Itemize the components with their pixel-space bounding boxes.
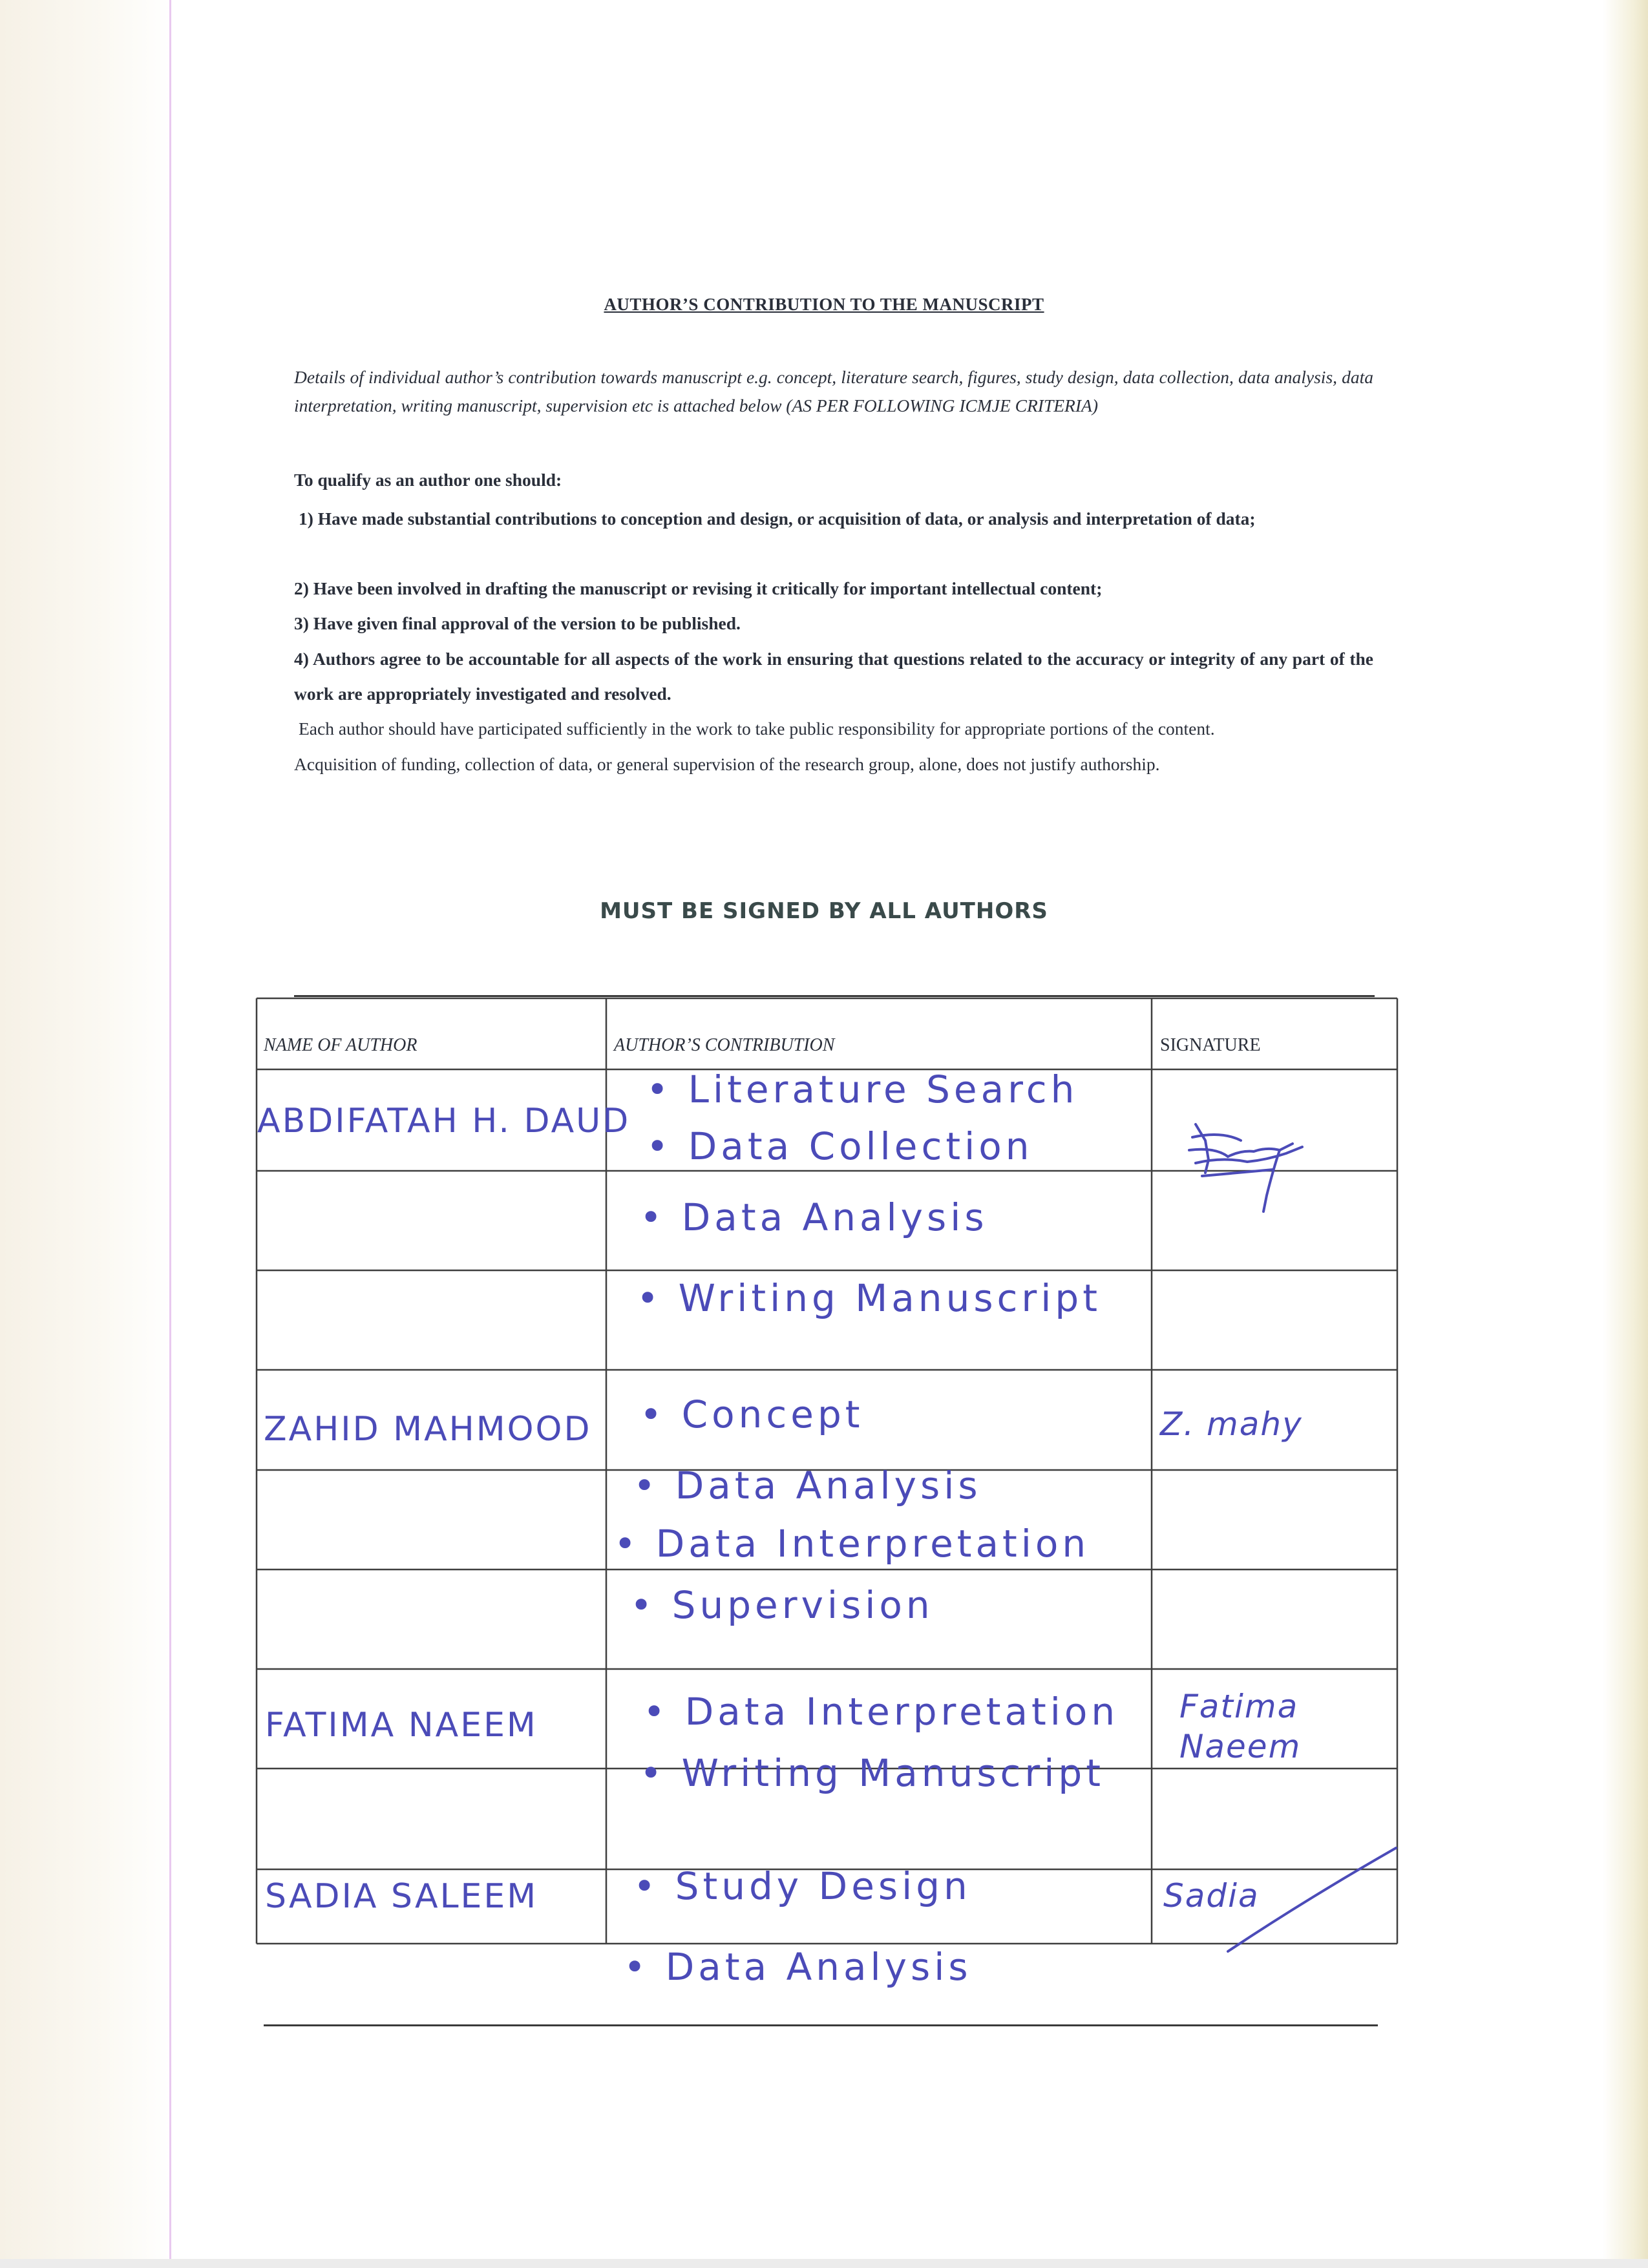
author-1-signature [1183,1111,1312,1215]
author-4-signature-flourish [1215,1842,1402,1964]
author-2-signature: Z. mahy [1160,1405,1303,1443]
author-2-name: ZAHID MAHMOOD [264,1410,592,1449]
author-3-name: FATIMA NAEEM [265,1706,538,1745]
header-signature: SIGNATURE [1160,1035,1261,1055]
author-3-signature: Fatima Naeem [1179,1688,1302,1765]
intro-paragraph: Details of individual author’s contribution towards manuscript e.g. concept, literature search, figures, study design, data collection, data analysis, data interpretation, writing manuscript, supervision etc is attached below (AS PER FOLLOWING ICMJE CRITERIA) [294,367,1373,415]
author-1-contribution-2: • Data Collection [646,1124,1033,1168]
header-authors-contribution: AUTHOR’S CONTRIBUTION [614,1035,835,1055]
author-4-contribution-1: • Study Design [633,1864,971,1908]
author-1-contribution-4: • Writing Manuscript [637,1276,1101,1320]
criterion-4: 4) Authors agree to be accountable for all aspects of the work in ensuring that questions related to the accuracy or integrity of any part of the work are appropriately investigated and resolved. [294,649,1373,704]
table-bottom-rule [264,2024,1378,2026]
author-1-contribution-3: • Data Analysis [640,1195,988,1239]
author-2-contribution-3: • Data Interpretation [614,1522,1090,1566]
author-1-contribution-1: • Literature Search [646,1067,1079,1111]
criterion-1: 1) Have made substantial contributions to conception and design, or acquisition of data, or analysis and interpretation of data; [299,509,1256,529]
note-1: Each author should have participated sufficiently in the work to take public responsibility for appropriate portions of the content. [299,719,1215,739]
author-4-signature: Sadia [1163,1877,1260,1915]
note-2: Acquisition of funding, collection of data, or general supervision of the research group, alone, does not justify authorship. [294,754,1160,774]
author-2-contribution-4: • Supervision [630,1583,934,1627]
criterion-3: 3) Have given final approval of the version to be published. [294,613,741,633]
signed-heading: MUST BE SIGNED BY ALL AUTHORS [600,898,1048,924]
author-1-name: ABDIFATAH H. DAUD [257,1102,631,1140]
author-4-name: SADIA SALEEM [265,1877,538,1916]
qualify-heading: To qualify as an author one should: [294,470,562,490]
author-2-contribution-2: • Data Analysis [633,1464,982,1507]
header-name-of-author: NAME OF AUTHOR [264,1035,417,1055]
author-3-contribution-1: • Data Interpretation [643,1690,1119,1734]
author-4-contribution-2: • Data Analysis [624,1945,972,1989]
document-title: AUTHOR’S CONTRIBUTION TO THE MANUSCRIPT [604,295,1044,314]
criterion-2: 2) Have been involved in drafting the manuscript or revising it critically for important intellectual content; [294,578,1103,598]
author-2-contribution-1: • Concept [640,1392,864,1436]
author-3-contribution-2: • Writing Manuscript [640,1751,1104,1795]
